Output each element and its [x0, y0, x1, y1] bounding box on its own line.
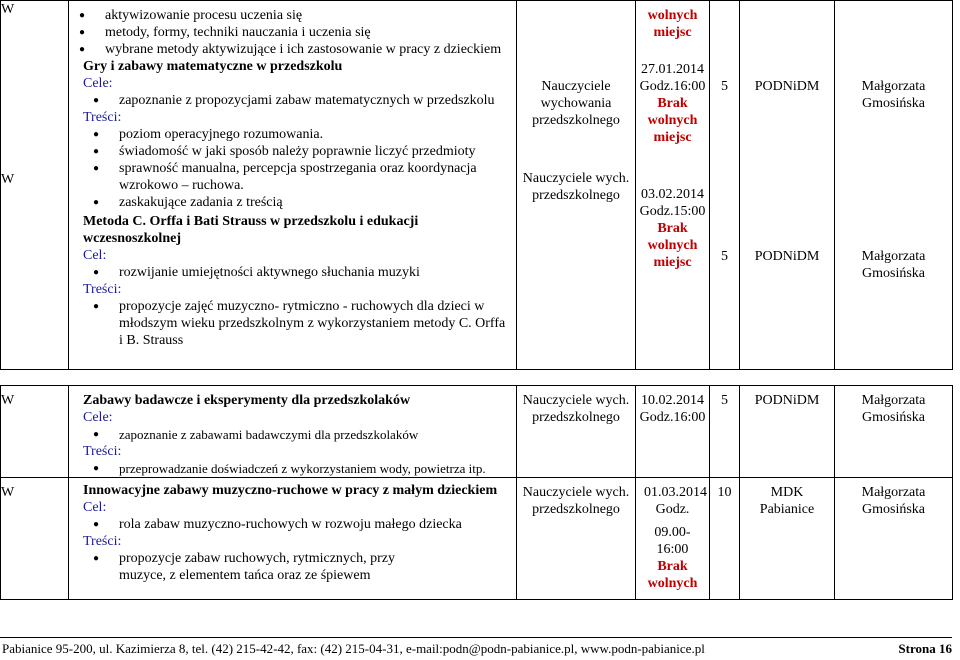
page-number: Strona 16: [898, 641, 952, 656]
content-list: ● propozycje zabaw ruchowych, rytmicznych, przy muzyce, z elementem tańca oraz ze śpiewem: [83, 550, 516, 584]
audience-cell: Nauczyciele wych. przedszkolnego: [517, 386, 636, 478]
table-row: [1, 386, 953, 478]
w-cell: W: [1, 478, 69, 600]
course-title: Gry i zabawy matematyczne w przedszkolu: [83, 59, 343, 74]
goals-list: ● zapoznanie z propozycjami zabaw matematycznych w przedszkolu: [83, 92, 516, 109]
audience-cell: Nauczyciele wych. przedszkolnego: [517, 478, 636, 600]
status-badge: Brak: [657, 559, 688, 574]
page-footer: [0, 637, 952, 660]
hours-cell: 5 5: [710, 1, 740, 370]
date-cell: 10.02.2014 Godz.16:00: [636, 386, 710, 478]
course-title: Metoda C. Orffa i Bati Strauss w przedszkolu i edukacji wczesnoszkolnej: [83, 214, 419, 246]
date-cell: wolnych miejsc 27.01.2014 Godz.16:00 Brak wolnych miejsc 03.02.2014 Godz.15:00 Brak wolnych miejsc: [636, 1, 710, 370]
hours-cell: 5: [710, 386, 740, 478]
course-block: Gry i zabawy matematyczne w przedszkolu Cele: ● zapoznanie z propozycjami zabaw matematycznych w przedszkolu Treści: ● poziom operacyjnego rozumowania. ● świadomość w jaki sposób należy poprawnie liczyć przedmioty ● sprawność manualna, percepcja spostrzegania oraz koordynacja wzrokowo – ruchowa. ● zaskakujące zadania z treścią: [83, 58, 516, 211]
leader-cell: Małgorzata Gmosińska: [835, 478, 953, 600]
w-cell: W W: [1, 1, 69, 370]
table-row: [1, 478, 953, 600]
w-cell: W: [1, 386, 69, 478]
course-title: Zabawy badawcze i eksperymenty dla przedszkolaków: [83, 393, 411, 408]
content-list: ● propozycje zajęć muzyczno- rytmiczno - ruchowych dla dzieci w młodszym wieku przedszkolnym z wykorzystaniem metody C. Orffa i B. Strauss: [83, 298, 516, 349]
intro-list: ● aktywizowanie procesu uczenia się ● metody, formy, techniki nauczania i uczenia się ● wybrane metody aktywizujące i ich zastosowanie w pracy z dzieckiem: [83, 7, 516, 58]
goals-list: ● zapoznanie z zabawami badawczymi dla przedszkolaków: [83, 426, 516, 443]
course-title: Innowacyjne zabawy muzyczno-ruchowe w pracy z małym dzieckiem: [83, 483, 498, 498]
status-badge: Brak: [657, 96, 688, 111]
date-cell: 01.03.2014 Godz. 09.00-16:00 Brak wolnych: [636, 478, 710, 600]
topic-cell: Innowacyjne zabawy muzyczno-ruchowe w pracy z małym dzieckiem Cel: ● rola zabaw muzyczno-ruchowych w rozwoju małego dziecka Treści: ● propozycje zabaw ruchowych, rytmicznych, przy muzyce, z elementem tańca oraz ze śpiewem: [69, 478, 517, 600]
place-cell: PODNiDM PODNiDM: [740, 1, 835, 370]
leader-cell: Małgorzata Gmosińska: [835, 386, 953, 478]
place-cell: MDK Pabianice: [740, 478, 835, 600]
goals-list: ● rozwijanie umiejętności aktywnego słuchania muzyki: [83, 264, 516, 281]
place-cell: PODNiDM: [740, 386, 835, 478]
topic-cell: [69, 1, 517, 370]
content-list: ● poziom operacyjnego rozumowania. ● świadomość w jaki sposób należy poprawnie liczyć przedmioty ● sprawność manualna, percepcja spostrzegania oraz koordynacja wzrokowo – ruchowa. ● zaskakujące zadania z treścią: [83, 126, 516, 211]
content-list: ● przeprowadzanie doświadczeń z wykorzystaniem wody, powietrza itp.: [83, 460, 516, 477]
audience-cell: Nauczyciele wychowania przedszkolnego Nauczyciele wych. przedszkolnego: [517, 1, 636, 370]
table-row: [1, 1, 953, 370]
footer-contact: Pabianice 95-200, ul. Kazimierza 8, tel. (42) 215-42-42, fax: (42) 215-04-31, e-mail:podn@podn-pabianice.pl, www.podn-pabianice.pl: [2, 641, 705, 656]
topic-cell: Zabawy badawcze i eksperymenty dla przedszkolaków Cele: ● zapoznanie z zabawami badawczymi dla przedszkolaków Treści: ● przeprowadzanie doświadczeń z wykorzystaniem wody, powietrza itp.: [69, 386, 517, 478]
hours-cell: 10: [710, 478, 740, 600]
status-badge: Brak: [657, 221, 688, 236]
goals-list: ● rola zabaw muzyczno-ruchowych w rozwoju małego dziecka: [83, 516, 516, 533]
leader-cell: Małgorzata Gmosińska Małgorzata Gmosińska: [835, 1, 953, 370]
course-block: Metoda C. Orffa i Bati Strauss w przedszkolu i edukacji wczesnoszkolnej Cel: ● rozwijanie umiejętności aktywnego słuchania muzyki Treści: ● propozycje zajęć muzyczno- rytmiczno - ruchowych dla dzieci w młodszym wieku przedszkolnym z wykorzystaniem metody C. Orffa i B. Strauss: [83, 213, 516, 349]
schedule-table-bottom: [0, 385, 953, 600]
